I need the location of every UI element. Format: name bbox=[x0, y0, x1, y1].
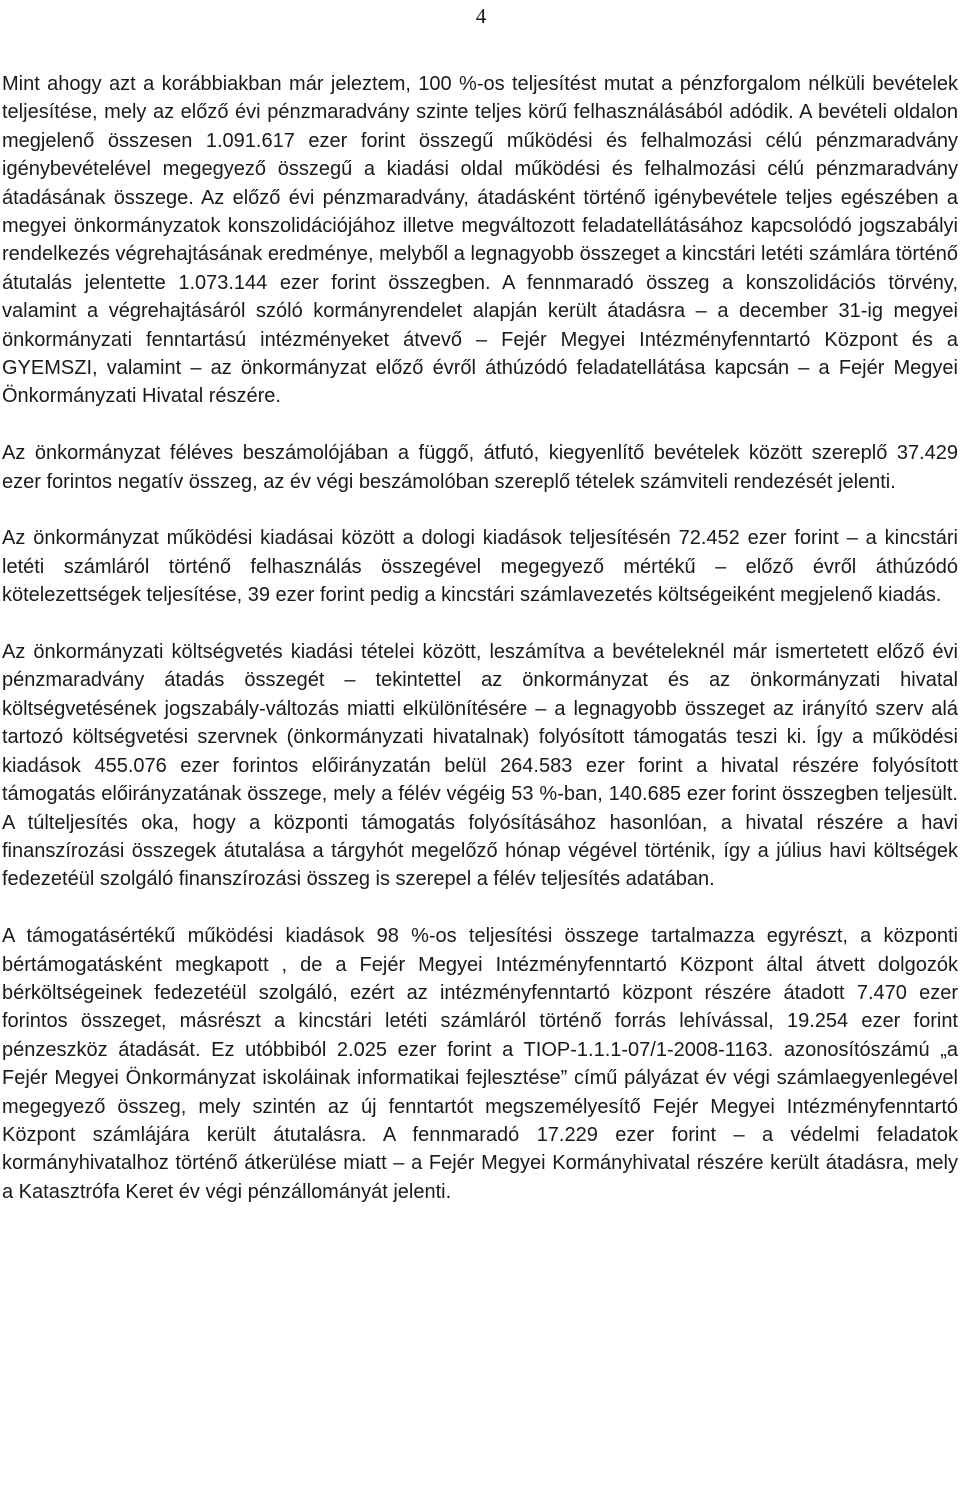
paragraph-mukodesi-kiadasok: Az önkormányzat működési kiadásai között a dologi kiadások teljesítésén 72.452 ezer forint – a kincstári letéti számláról történő felhasználás összegével megegyező mértékű – előző évről áthúzódó kötelezettségek teljesítése, 39 ezer forint pedig a kincstári számlavezetés költségeiként megjelenő kiadás. bbox=[2, 527, 958, 607]
paragraph-tamogatasertek-kiadasok: A támogatásértékű működési kiadások 98 %-os teljesítési összege tartalmazza egyrészt, a központi bértámogatásként megkapott , de a Fejér Megyei Intézményfenntartó Központ által átvett dolgozók bérköltségeinek fedezetéül szolgáló, ezért az intézményfenntartó központ részére átadott 7.470 ezer forintos összeget, másrészt a kincstári letéti számláról történő forrás lehívással, 19.254 ezer forint pénzeszköz átadását. Ez utóbbiból 2.025 ezer forint a TIOP-1.1.1-07/1-2008-1163. azonosítószámú „a Fejér Megyei Önkormányzat iskoláinak informatikai fejlesztése” című pályázat év végi számlaegyenlegével megegyező összeg, mely szintén az új fenntartót megszemélyesítő Fejér Megyei Intézményfenntartó Központ számlájára került átutalásra. A fennmaradó 17.229 ezer forint – a védelmi feladatok kormányhivatalhoz történő átkerülése miatt – a Fejér Megyei Kormányhivatal részére került átadásra, mely a Katasztrófa Keret év végi pénzállományát jelenti. bbox=[2, 925, 958, 1203]
paragraph-hivatal-tamogatas: Az önkormányzati költségvetés kiadási tételei között, leszámítva a bevételeknél már ismertetett előző évi pénzmaradvány átadás összegét – tekintettel az önkormányzat és az önkormányzati hivatal költségvetésének jogszabály-változás miatti elkülönítésére – a legnagyobb összeget az irányító szerv alá tartozó költségvetési szervnek (önkormányzati hivatalnak) folyósított támogatás teszi ki. Így a működési kiadások 455.076 ezer forintos előirányzatán belül 264.583 ezer forint a hivatal részére folyósított támogatás előirányzatának összege, mely a félév végéig 53 %-ban, 140.685 ezer forint összegben teljesült. A túlteljesítés oka, hogy a központi támogatás folyósításához hasonlóan, a hivatal részére a havi finanszírozási összegek átutalása a tárgyhót megelőző hónap végével történik, így a július havi költségek fedezetéül szolgáló finanszírozási összeg is szerepel a félév teljesítés adatában. bbox=[2, 641, 958, 891]
page-number: 4 bbox=[475, 4, 487, 28]
paragraph-penzmaradvany: Mint ahogy azt a korábbiakban már jeleztem, 100 %-os teljesítést mutat a pénzforgalom nélküli bevételek teljesítése, mely az előző évi pénzmaradvány szinte teljes körű felhasználásából adódik. A bevételi oldalon megjelenő összesen 1.091.617 ezer forint összegű működési és felhalmozási célú pénzmaradvány igénybevételével megegyező összegű a kiadási oldal működési és felhalmozási célú pénzmaradvány átadásának összege. Az előző évi pénzmaradvány, átadásként történő igénybevétele teljes egészében a megyei önkormányzatok konszolidációjához illetve megváltozott feladatellátásához kapcsolódó jogszabályi rendelkezés végrehajtásának eredménye, melyből a legnagyobb összeget a kincstári letéti számlára történő átutalás jelentette 1.073.144 ezer forint összegben. A fennmaradó összeg a konszolidációs törvény, valamint a végrehajtásáról szóló kormányrendelet alapján került átadásra – a december 31-ig megyei önkormányzati fenntartású intézményeket átvevő – Fejér Megyei Intézményfenntartó Központ és a GYEMSZI, valamint – az önkormányzat előző évről áthúzódó feladatellátása kapcsán – a Fejér Megyei Önkormányzati Hivatal részére. bbox=[2, 73, 958, 408]
paragraph-fuggo-bevetelek: Az önkormányzat féléves beszámolójában a függő, átfutó, kiegyenlítő bevételek között szereplő 37.429 ezer forintos negatív összeg, az év végi beszámolóban szereplő tételek számviteli rendezését jelenti. bbox=[2, 442, 958, 493]
document-body bbox=[2, 70, 958, 1206]
